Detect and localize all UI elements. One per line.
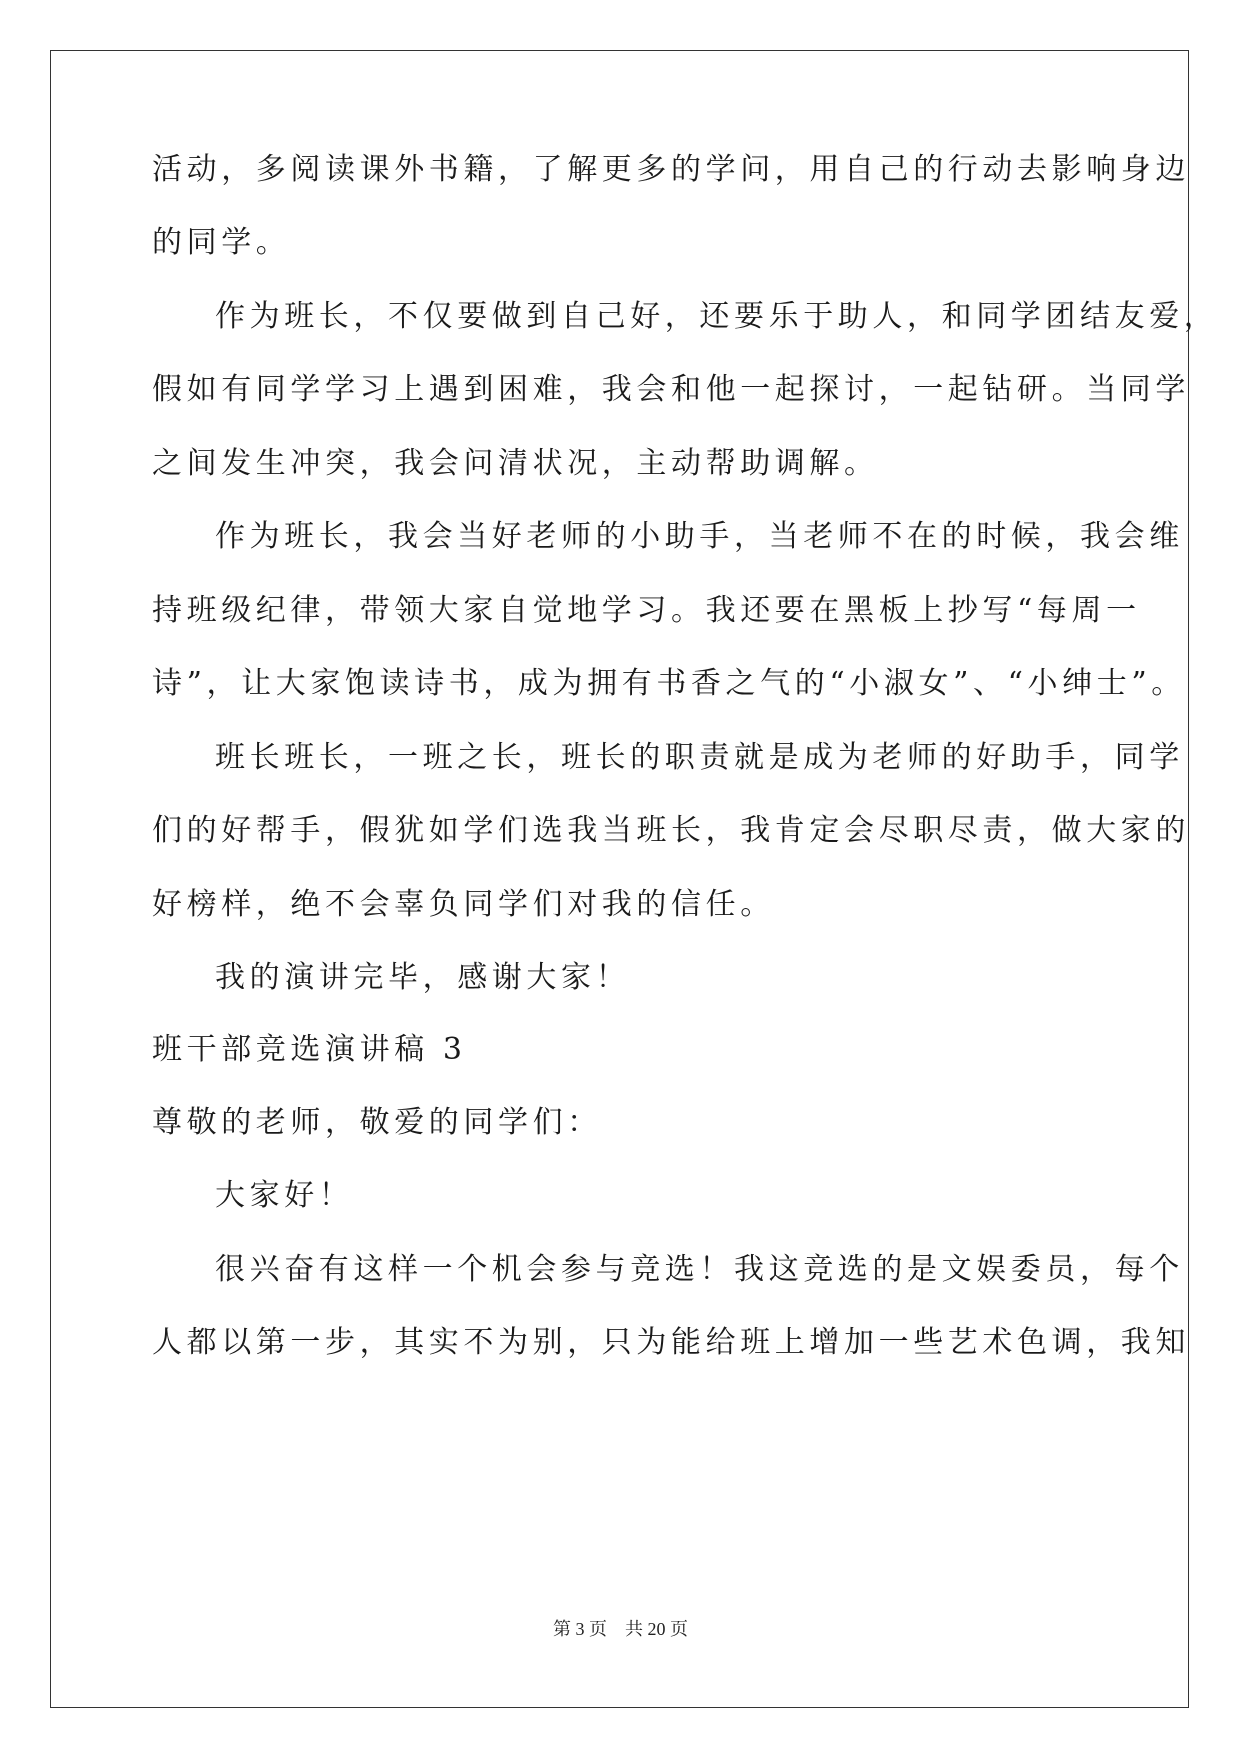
paragraph-line: 的同学。: [152, 225, 291, 260]
page-footer: 第 3 页 共 20 页: [553, 1619, 688, 1639]
paragraph-line: 好榜样，绝不会辜负同学们对我的信任。: [152, 887, 775, 922]
paragraph-line: 诗”，让大家饱读诗书，成为拥有书香之气的“小淑女”、“小绅士”。: [152, 666, 1186, 701]
paragraph-line: 活动，多阅读课外书籍，了解更多的学问，用自己的行动去影响身边: [152, 152, 1190, 187]
paragraph-line: 作为班长，不仅要做到自己好，还要乐于助人，和同学团结友爱，: [215, 299, 1219, 334]
paragraph-line: 很兴奋有这样一个机会参与竞选！我这竞选的是文娱委员，每个: [215, 1252, 1184, 1287]
paragraph-line: 作为班长，我会当好老师的小助手，当老师不在的时候，我会维: [215, 519, 1184, 554]
paragraph-line: 们的好帮手，假犹如学们选我当班长，我肯定会尽职尽责，做大家的: [152, 813, 1190, 848]
section-title: 班干部竞选演讲稿 3: [152, 1032, 467, 1067]
salutation: 尊敬的老师，敬爱的同学们：: [152, 1105, 602, 1140]
greeting: 大家好！: [215, 1178, 354, 1213]
paragraph-line: 假如有同学学习上遇到困难，我会和他一起探讨，一起钻研。当同学: [152, 372, 1190, 407]
paragraph-line: 之间发生冲突，我会问清状况，主动帮助调解。: [152, 446, 879, 481]
paragraph-line: 人都以第一步，其实不为别，只为能给班上增加一些艺术色调，我知: [152, 1325, 1190, 1360]
closing-line: 我的演讲完毕，感谢大家！: [215, 960, 631, 995]
paragraph-line: 持班级纪律，带领大家自觉地学习。我还要在黑板上抄写“每周一: [152, 593, 1141, 628]
paragraph-line: 班长班长，一班之长，班长的职责就是成为老师的好助手，同学: [215, 740, 1184, 775]
